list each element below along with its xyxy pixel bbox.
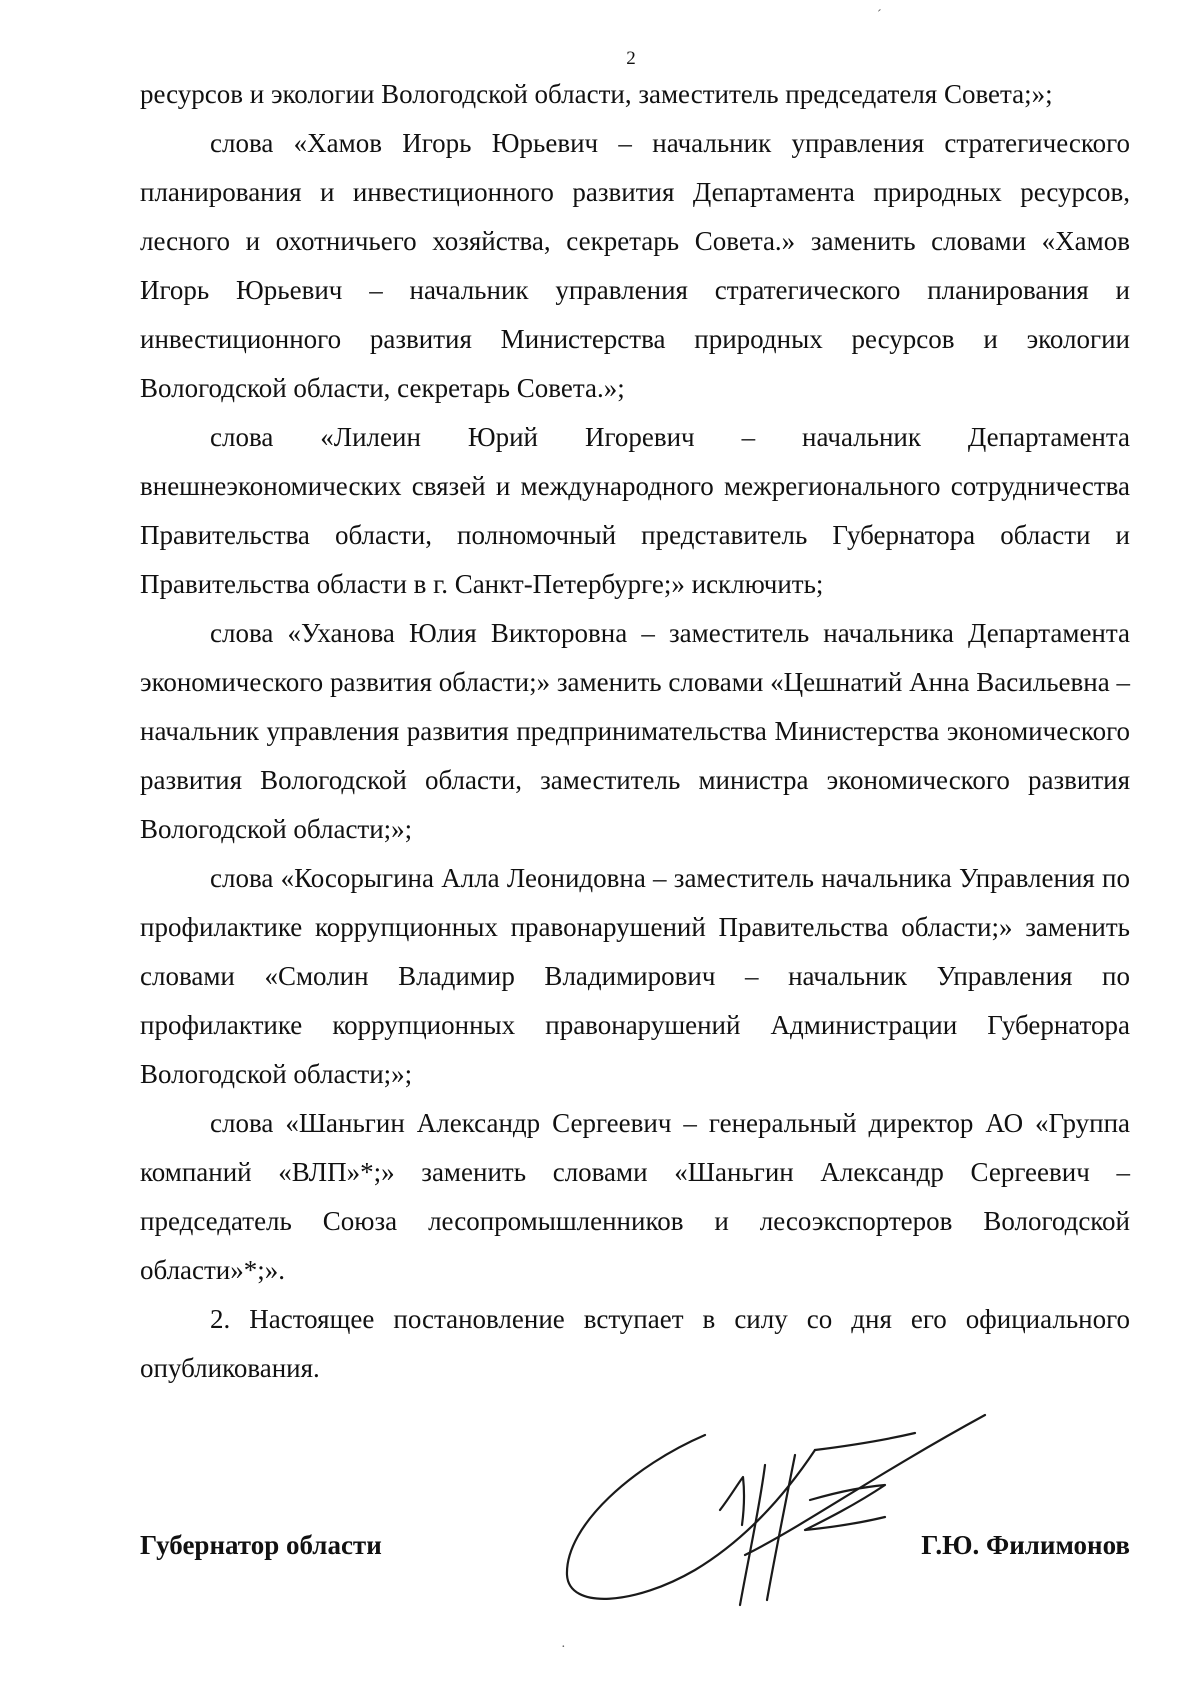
document-body	[140, 70, 1130, 1393]
signatory-name: Г.Ю. Филимонов	[921, 1530, 1130, 1560]
signature-block	[140, 1530, 1130, 1590]
paragraph-ukhanova: слова «Уханова Юлия Викторовна – заместитель начальника Департамента экономического развития области;» заменить словами «Цешнатий Анна Васильевна – начальник управления развития предпринимательства Министерства экономического развития Вологодской области, заместитель министра экономического развития Вологодской области;»;	[140, 618, 1130, 844]
paragraph-khamov: слова «Хамов Игорь Юрьевич – начальник управления стратегического планирования и инвестиционного развития Департамента природных ресурсов, лесного и охотничьего хозяйства, секретарь Совета.» заменить словами «Хамов Игорь Юрьевич – начальник управления стратегического планирования и инвестиционного развития Министерства природных ресурсов и экологии Вологодской области, секретарь Совета.»;	[140, 128, 1130, 403]
paragraph-effective-date: 2. Настоящее постановление вступает в силу со дня его официального опубликования.	[140, 1304, 1130, 1383]
scan-dot: ˊ	[877, 8, 882, 23]
signatory-position: Губернатор области	[140, 1530, 382, 1560]
paragraph-lilein: слова «Лилеин Юрий Игоревич – начальник Департамента внешнеэкономических связей и международного межрегионального сотрудничества Правительства области, полномочный представитель Губернатора области и Правительства области в г. Санкт-Петербурге;» исключить;	[140, 422, 1130, 599]
paragraph-kosorygina: слова «Косорыгина Алла Леонидовна – заместитель начальника Управления по профилактике коррупционных правонарушений Правительства области;» заменить словами «Смолин Владимир Владимирович – начальник Управления по профилактике коррупционных правонарушений Администрации Губернатора Вологодской области;»;	[140, 863, 1130, 1089]
page-number: 2	[626, 48, 636, 69]
paragraph-continuation: ресурсов и экологии Вологодской области, заместитель председателя Совета;»;	[140, 79, 1053, 109]
paragraph-shangin: слова «Шаньгин Александр Сергеевич – генеральный директор АО «Группа компаний «ВЛП»*;» заменить словами «Шаньгин Александр Сергеевич – председатель Союза лесопромышленников и лесоэкспортеров Вологодской области»*;».	[140, 1108, 1130, 1285]
scan-dot: ·	[561, 1640, 566, 1655]
